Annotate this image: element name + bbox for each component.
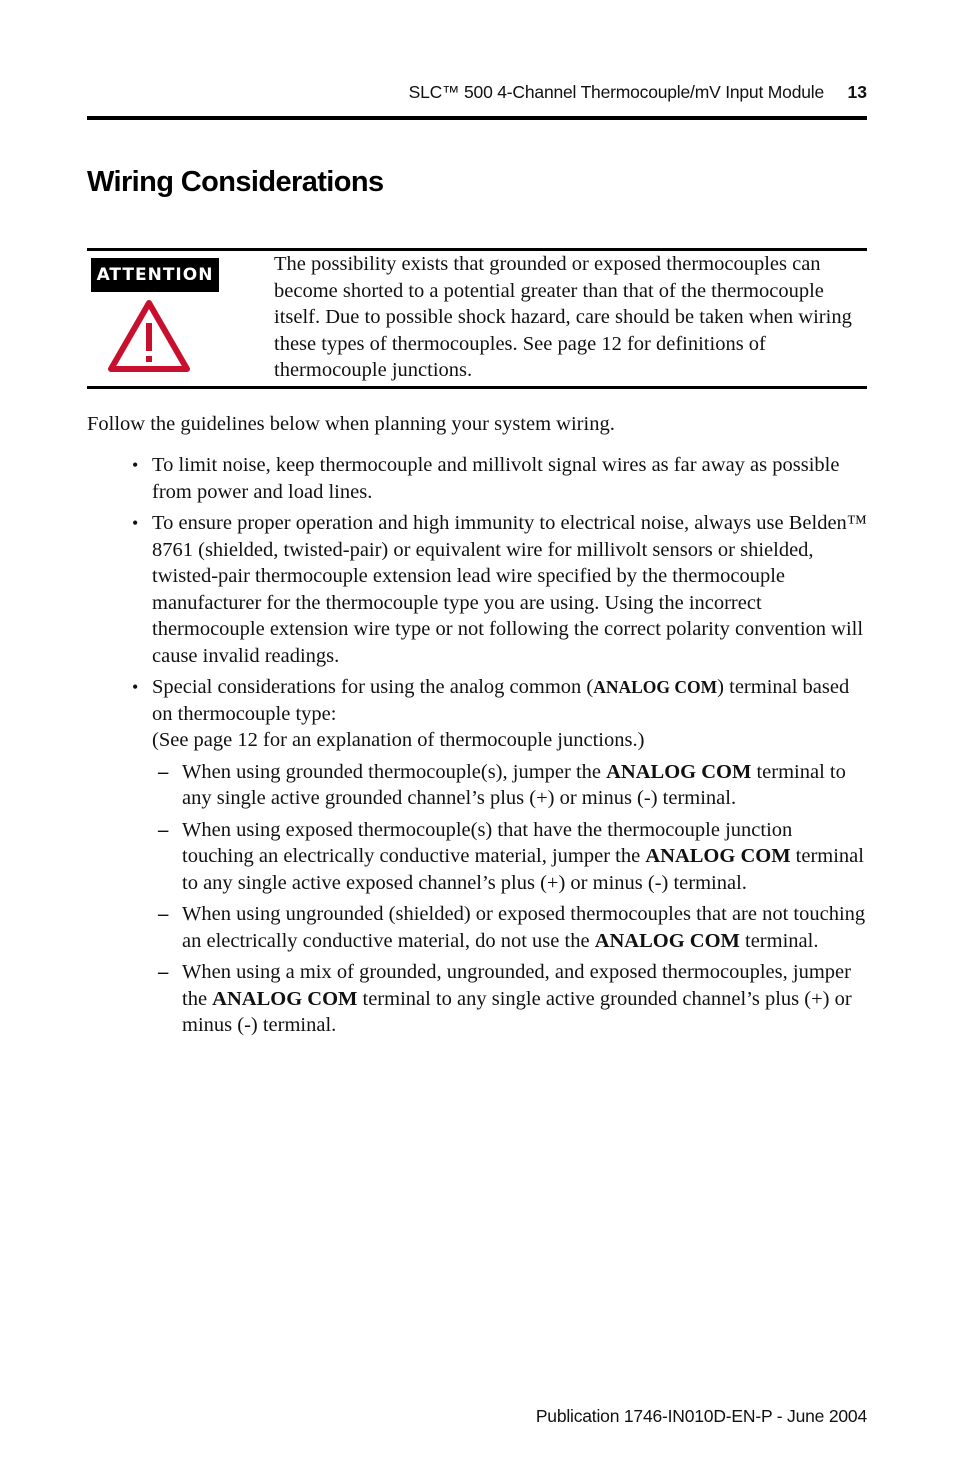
dash-icon: – [158,903,169,925]
sub-item-text: terminal to any single active grounded channel’s plus (+) or minus (-) terminal. [182,987,852,1036]
bullet-text: To limit noise, keep thermocouple and millivolt signal wires as far away as possible from power and load lines. [152,454,840,503]
sub-list-item [152,959,867,1039]
publication-footer: Publication 1746-IN010D-EN-P - June 2004 [535,1406,867,1426]
analog-com-term: ANALOG COM [645,845,791,867]
section-title: Wiring Considerations [87,166,384,198]
bullet-text: To ensure proper operation and high immunity to electrical noise, always use Belden™ 8761 (shielded, twisted-pair) or equivalent wire for millivolt sensors or shielded, twisted-pair thermocouple extension lead wire specified by the thermocouple manufacturer for the thermocouple type you are using. Using the incorrect thermocouple extension wire type or not following the correct polarity convention will cause invalid readings. [152,512,867,667]
list-item [87,452,867,505]
sub-item-text: terminal. [739,929,819,952]
bullet-text: ) terminal based on thermocouple type: [152,676,850,725]
bullet-note: (See page 12 for an explanation of thermocouple junctions.) [152,729,645,751]
sub-list-item [152,817,867,897]
page-number: 13 [847,82,867,102]
analog-com-term: ANALOG COM [212,987,358,1010]
warning-triangle-icon [107,299,191,373]
sub-item-text: When using ungrounded (shielded) or exposed thermocouples that are not touching an electrically conductive material, do not use the [182,903,866,952]
bullet-text: Special considerations for using the analog common ( [152,676,594,698]
list-item [87,674,867,1039]
guidelines-list [87,452,867,1044]
attention-box [87,248,867,389]
sub-item-text: When using grounded thermocouple(s), jumper the [182,760,607,783]
analog-com-term: ANALOG COM [594,929,740,952]
dash-icon: – [158,760,169,783]
sub-list-item [152,901,867,954]
running-header-title: SLC™ 500 4-Channel Thermocouple/mV Input Module [408,82,824,102]
dash-icon: – [158,961,169,983]
attention-label: ATTENTION [91,258,219,292]
attention-text: The possibility exists that grounded or exposed thermocouples can become shorted to a potential greater than that of the thermocouple itself. Due to possible shock hazard, care should be taken when wiring these types of thermocouples. See page 12 for definitions of thermocouple junctions. [274,253,852,381]
analog-com-term: ANALOG COM [593,677,718,697]
analog-com-term: ANALOG COM [606,760,752,783]
list-item [87,510,867,669]
sub-item-text: terminal to any single active exposed channel’s plus (+) or minus (-) terminal. [182,845,864,894]
dash-icon: – [158,818,169,841]
sub-list [152,759,867,1039]
bullet-icon: • [132,677,139,697]
bullet-icon: • [132,513,139,533]
intro-paragraph: Follow the guidelines below when planning your system wiring. [87,413,615,435]
sub-item-text: terminal to any single active grounded channel’s plus (+) or minus (-) terminal. [182,760,846,809]
sub-item-text: When using exposed thermocouple(s) that have the thermocouple junction touching an electrically conductive material, jumper the [182,818,793,867]
header-rule [87,116,867,120]
sub-list-item [152,759,867,812]
bullet-icon: • [132,455,139,475]
sub-item-text: When using a mix of grounded, ungrounded, and exposed thermocouples, jumper the [182,961,851,1010]
